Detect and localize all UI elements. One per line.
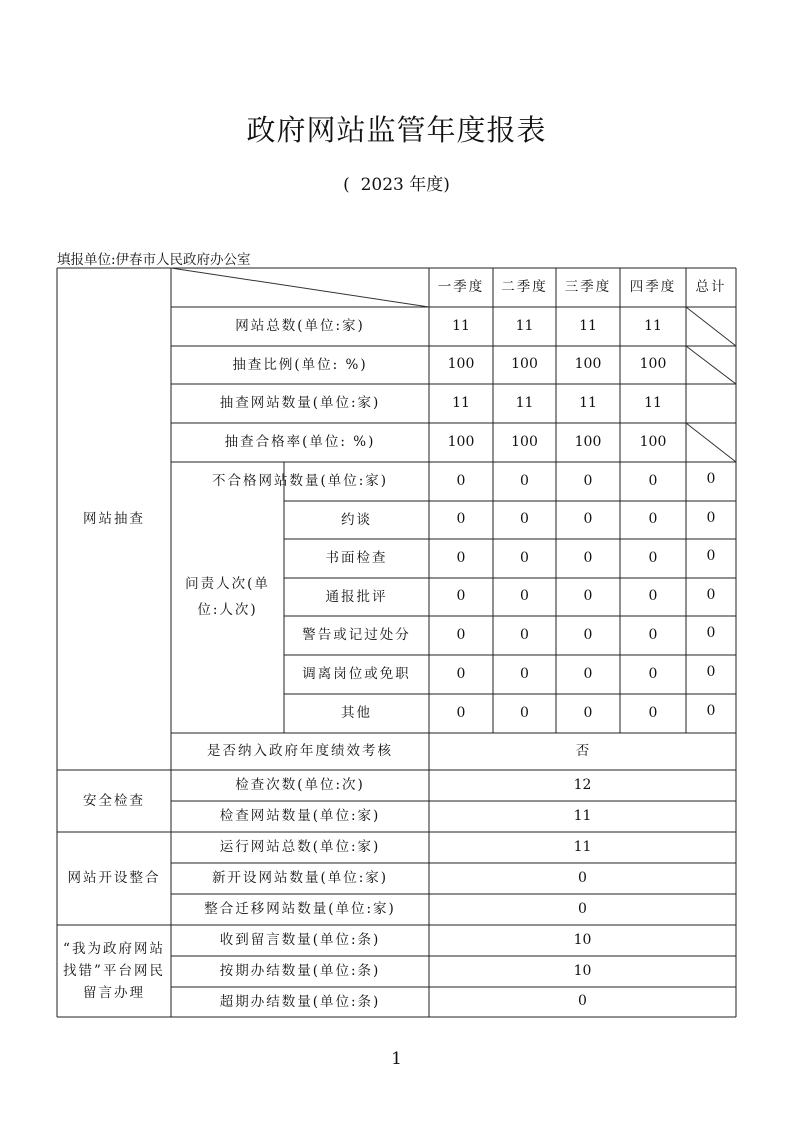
performance-value: 否 — [575, 743, 590, 760]
quarter-value: 0 — [648, 588, 658, 605]
quarter-value: 100 — [574, 433, 602, 450]
row-label: 其他 — [341, 705, 372, 722]
total-value: 0 — [706, 471, 716, 487]
page-number: 1 — [391, 1049, 402, 1069]
quarter-value: 11 — [515, 394, 534, 411]
quarter-value: 0 — [520, 511, 529, 528]
total-value: 0 — [706, 703, 716, 719]
filing-unit: 填报单位:伊春市人民政府办公室 — [57, 252, 251, 268]
section-security-check: 安全检查 — [83, 792, 145, 809]
row-label: 抽查比例(单位: %) — [232, 356, 368, 373]
quarter-header: 一季度 — [437, 279, 485, 296]
row-label: 是否纳入政府年度绩效考核 — [207, 743, 393, 760]
quarter-value: 0 — [583, 588, 593, 605]
quarter-value: 0 — [520, 626, 529, 643]
quarter-value: 0 — [648, 665, 658, 682]
row-label: 检查次数(单位:次) — [235, 777, 365, 794]
total-value: 0 — [706, 587, 716, 603]
row-label: 调离岗位或免职 — [302, 666, 411, 683]
page-title: 政府网站监管年度报表 — [246, 113, 547, 147]
quarter-value: 0 — [648, 472, 658, 489]
row-label: 新开设网站数量(单位:家) — [211, 870, 389, 887]
accountability-label: 问责人次(单位:人次) — [185, 575, 270, 618]
total-header: 总计 — [695, 279, 727, 296]
quarter-value: 11 — [644, 317, 662, 334]
quarter-value: 100 — [447, 356, 475, 373]
single-value: 0 — [578, 900, 587, 917]
quarter-value: 0 — [520, 549, 529, 566]
single-value: 10 — [573, 931, 592, 948]
quarter-value: 100 — [511, 356, 538, 373]
quarter-value: 0 — [520, 665, 529, 682]
quarter-value: 11 — [579, 394, 597, 411]
total-value: 0 — [706, 664, 716, 680]
row-label: 超期办结数量(单位:条) — [219, 993, 381, 1010]
quarter-value: 0 — [456, 665, 466, 682]
quarter-value: 11 — [452, 317, 470, 334]
row-label: 按期办结数量(单位:条) — [219, 963, 381, 980]
quarter-value: 0 — [456, 588, 466, 605]
row-label: 运行网站总数(单位:家) — [219, 839, 381, 856]
total-value: 0 — [706, 510, 716, 526]
single-value: 11 — [573, 838, 592, 855]
row-label: 不合格网站数量(单位:家) — [211, 473, 389, 490]
quarter-value: 0 — [456, 472, 466, 489]
quarter-value: 0 — [583, 549, 593, 566]
quarter-value: 100 — [574, 356, 602, 373]
quarter-value: 0 — [520, 704, 529, 721]
report-year: ( 2023 年度) — [343, 175, 450, 195]
row-label: 收到留言数量(单位:条) — [219, 932, 381, 949]
quarter-value: 0 — [456, 549, 466, 566]
section-site-integration: 网站开设整合 — [67, 870, 161, 887]
quarter-value: 0 — [456, 704, 466, 721]
total-value: 0 — [706, 548, 716, 564]
section-spot-check: 网站抽查 — [83, 510, 145, 527]
single-value: 0 — [578, 993, 587, 1010]
quarter-value: 11 — [452, 394, 470, 411]
quarter-value: 0 — [648, 626, 658, 643]
quarter-value: 11 — [515, 317, 534, 334]
row-label: 抽查合格率(单位: %) — [224, 434, 376, 451]
quarter-value: 100 — [511, 433, 538, 450]
single-value: 11 — [573, 807, 592, 824]
quarter-value: 0 — [648, 511, 658, 528]
quarter-value: 0 — [583, 704, 593, 721]
quarter-value: 100 — [639, 433, 667, 450]
row-label: 网站总数(单位:家) — [235, 318, 365, 335]
quarter-value: 11 — [579, 317, 597, 334]
quarter-value: 0 — [648, 704, 658, 721]
row-label: 通报批评 — [325, 588, 388, 605]
total-value: 0 — [706, 625, 716, 641]
quarter-value: 0 — [456, 511, 466, 528]
quarter-value: 0 — [583, 511, 593, 528]
single-value: 0 — [578, 869, 587, 886]
row-label: 警告或记过处分 — [302, 627, 411, 644]
row-label: 约谈 — [341, 511, 372, 528]
single-value: 10 — [573, 962, 592, 979]
quarter-value: 0 — [520, 472, 529, 489]
quarter-value: 0 — [583, 626, 593, 643]
row-label: 抽查网站数量(单位:家) — [219, 395, 381, 412]
quarter-value: 0 — [648, 549, 658, 566]
row-label: 整合迁移网站数量(单位:家) — [204, 901, 396, 918]
quarter-value: 0 — [456, 626, 466, 643]
row-label: 书面检查 — [325, 550, 388, 567]
quarter-header: 二季度 — [501, 279, 548, 296]
quarter-value: 11 — [644, 394, 662, 411]
quarter-header: 四季度 — [629, 279, 677, 296]
quarter-value: 0 — [583, 665, 593, 682]
row-label: 检查网站数量(单位:家) — [219, 808, 381, 825]
quarter-value: 0 — [520, 588, 529, 605]
quarter-value: 100 — [639, 356, 667, 373]
quarter-value: 0 — [583, 472, 593, 489]
quarter-value: 100 — [447, 433, 475, 450]
section-message-handling: “我为政府网站找错”平台网民留言办理 — [63, 940, 165, 1002]
single-value: 12 — [573, 776, 592, 793]
quarter-header: 三季度 — [564, 279, 612, 296]
